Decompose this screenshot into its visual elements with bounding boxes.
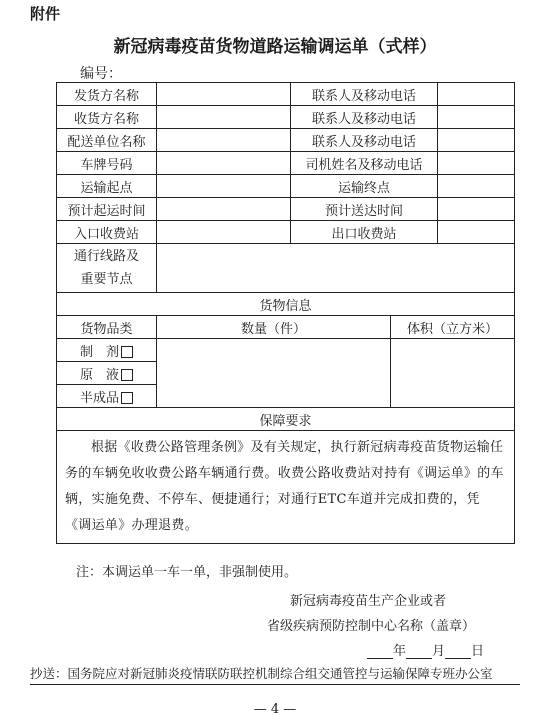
date-line xyxy=(367,640,484,659)
serial-field[interactable] xyxy=(124,68,224,83)
cargo-type-label: 原 液 xyxy=(79,367,119,383)
field-value[interactable] xyxy=(157,83,291,106)
field-label: 司机姓名及移动电话 xyxy=(291,152,438,175)
field-label: 运输终点 xyxy=(291,175,438,198)
document-title: 新冠病毒疫苗货物道路运输调运单（式样） xyxy=(113,37,437,57)
issuer-line-2: 省级疾病预防控制中心名称（盖章） xyxy=(267,619,476,634)
route-label-line: 重要节点 xyxy=(80,272,133,287)
route-row xyxy=(57,244,515,293)
field-value[interactable] xyxy=(438,83,515,106)
issuer-line-1: 新冠病毒疫苗生产企业或者 xyxy=(290,594,447,609)
cargo-type-checkbox[interactable] xyxy=(121,346,133,358)
cargo-section-row xyxy=(57,293,515,316)
quantity-value[interactable] xyxy=(157,339,391,408)
page-number: — 4 — xyxy=(253,702,297,717)
field-label: 预计起运时间 xyxy=(57,198,157,221)
field-label: 出口收费站 xyxy=(291,221,438,244)
cargo-header: 数量（件） xyxy=(157,316,391,339)
field-label: 配送单位名称 xyxy=(57,129,157,152)
form-row xyxy=(57,83,515,106)
serial-number xyxy=(80,63,224,83)
date-month-label: 月 xyxy=(432,644,446,659)
cargo-header: 体积（立方米） xyxy=(391,316,515,339)
form-row xyxy=(57,175,515,198)
field-value[interactable] xyxy=(157,221,291,244)
field-label: 发货方名称 xyxy=(57,83,157,106)
field-value[interactable] xyxy=(157,198,291,221)
field-value[interactable] xyxy=(157,129,291,152)
form-row xyxy=(57,198,515,221)
field-value[interactable] xyxy=(157,175,291,198)
field-label: 车牌号码 xyxy=(57,152,157,175)
field-value[interactable] xyxy=(157,106,291,129)
field-value[interactable] xyxy=(438,152,515,175)
field-label: 预计送达时间 xyxy=(291,198,438,221)
form-row xyxy=(57,106,515,129)
date-year-label: 年 xyxy=(393,644,407,659)
cargo-type-checkbox[interactable] xyxy=(121,392,133,404)
field-label: 入口收费站 xyxy=(57,221,157,244)
divider xyxy=(30,684,520,685)
field-label: 联系人及移动电话 xyxy=(291,83,438,106)
cargo-type-checkbox[interactable] xyxy=(121,369,133,381)
serial-label: 编号： xyxy=(80,66,122,82)
field-label: 收货方名称 xyxy=(57,106,157,129)
volume-value[interactable] xyxy=(391,339,515,408)
cargo-header-row xyxy=(57,316,515,339)
transport-form-table xyxy=(56,82,515,544)
date-day-label: 日 xyxy=(471,644,485,659)
cargo-section-title: 货物信息 xyxy=(57,293,515,316)
form-row xyxy=(57,221,515,244)
field-value[interactable] xyxy=(438,221,515,244)
route-value[interactable] xyxy=(157,244,515,293)
form-row xyxy=(57,152,515,175)
requirements-text: 根据《收费公路管理条例》及有关规定，执行新冠病毒疫苗货物运输任务的车辆免收收费公路车辆通行费。收费公路收费站对持有《调运单》的车辆，实施免费、不停车、便捷通行；对通行ETC车道并完成扣费的，凭《调运单》办理退费。 xyxy=(57,431,515,544)
field-label: 运输起点 xyxy=(57,175,157,198)
day-blank[interactable] xyxy=(445,645,471,659)
form-row xyxy=(57,129,515,152)
requirements-title-row xyxy=(57,408,515,431)
cargo-type-cell xyxy=(57,339,157,362)
cargo-row xyxy=(57,339,515,362)
field-value[interactable] xyxy=(438,106,515,129)
cargo-type-label: 半成品 xyxy=(79,390,119,406)
month-blank[interactable] xyxy=(406,645,432,659)
cargo-type-cell xyxy=(57,362,157,385)
field-value[interactable] xyxy=(157,152,291,175)
cargo-type-cell xyxy=(57,385,157,408)
field-label: 联系人及移动电话 xyxy=(291,106,438,129)
requirements-title: 保障要求 xyxy=(57,408,515,431)
field-value[interactable] xyxy=(438,129,515,152)
route-label xyxy=(57,244,157,293)
field-label: 联系人及移动电话 xyxy=(291,129,438,152)
form-note: 注：本调运单一车一单，非强制使用。 xyxy=(76,565,298,580)
cargo-header: 货物品类 xyxy=(57,316,157,339)
year-blank[interactable] xyxy=(367,645,393,659)
cc-line: 抄送：国务院应对新冠肺炎疫情联防联控机制综合组交通管控与运输保障专班办公室 xyxy=(30,666,493,681)
requirements-text-row xyxy=(57,431,515,544)
field-value[interactable] xyxy=(438,198,515,221)
route-label-line: 通行线路及 xyxy=(73,249,139,264)
attachment-label: 附件 xyxy=(30,5,61,23)
cargo-type-label: 制 剂 xyxy=(79,344,119,360)
field-value[interactable] xyxy=(438,175,515,198)
